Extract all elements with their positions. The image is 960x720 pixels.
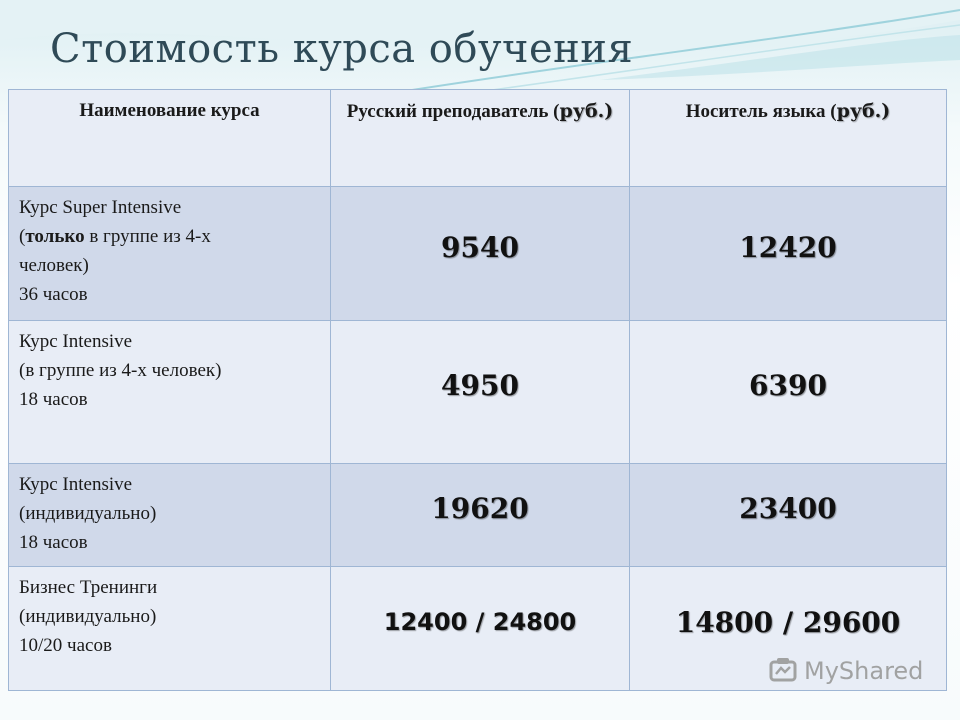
russian-price-cell: 4950 [331, 321, 630, 464]
watermark-text: MyShared [804, 657, 924, 685]
course-name-cell: Курс Intensive (в группе из 4-х человек) 18 часов [9, 321, 331, 464]
course-name-cell: Бизнес Тренинги (индивидуально) 10/20 часов [9, 567, 331, 691]
native-price-cell: 12420 [630, 187, 947, 321]
watermark [768, 656, 923, 686]
table-row [9, 464, 947, 567]
russian-price-cell: 12400 / 24800 [331, 567, 630, 691]
table-row [9, 321, 947, 464]
native-price-cell: 6390 [630, 321, 947, 464]
course-name-cell: Курс Intensive (индивидуально) 18 часов [9, 464, 331, 567]
header-unit: руб.) [836, 100, 891, 122]
myshared-logo-icon [768, 656, 798, 686]
header-russian-teacher: Русский преподаватель (руб.) [331, 90, 630, 187]
price-table [8, 89, 947, 691]
header-course-name: Наименование курса [9, 90, 331, 187]
russian-price-cell: 19620 [331, 464, 630, 567]
table-header-row [9, 90, 947, 187]
native-price-cell: 23400 [630, 464, 947, 567]
course-name-cell: Курс Super Intensive (только в группе из 4-х человек) 36 часов [9, 187, 331, 321]
page-title: Стоимость курса обучения [50, 26, 634, 72]
header-unit: руб.) [559, 100, 614, 122]
native-price-cell: 14800 / 29600 [630, 567, 947, 691]
russian-price-cell: 9540 [331, 187, 630, 321]
header-native-speaker: Носитель языка (руб.) [630, 90, 947, 187]
table-row [9, 187, 947, 321]
